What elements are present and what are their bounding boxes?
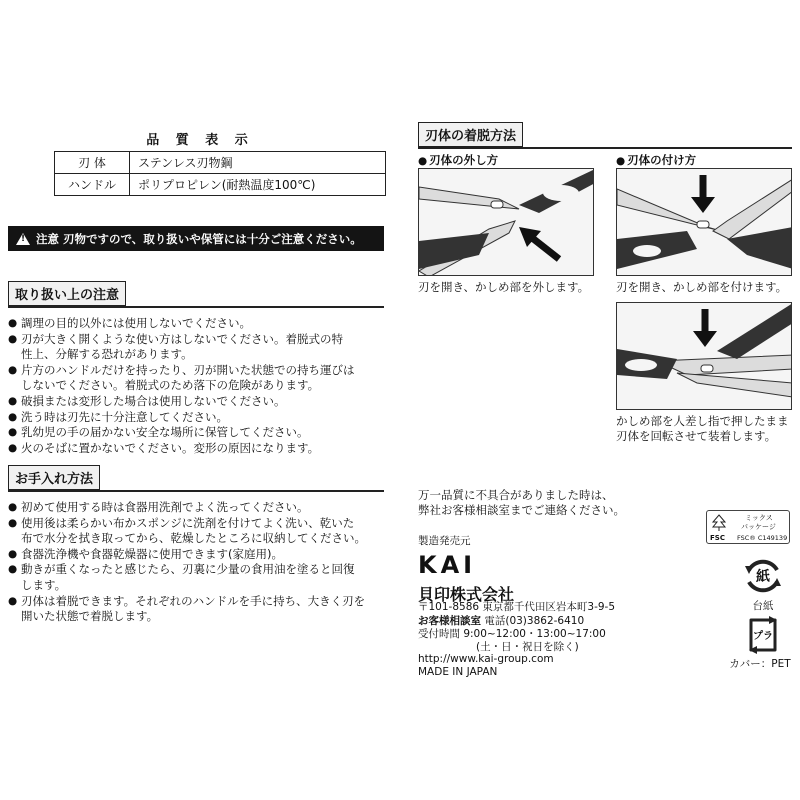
scissors-icon (617, 303, 792, 410)
care-section (8, 465, 384, 625)
rotate-illustration (616, 302, 792, 410)
support-label: お客様相談室 (418, 615, 481, 627)
fsc-code: FSC® C149139 (737, 534, 788, 542)
quality-value: ステンレス刃物鋼 (130, 152, 386, 174)
list-item: ● 火のそばに置かないでください。変形の原因になります。 (8, 441, 384, 457)
list-item: ● 洗う時は刃先に十分注意してください。 (8, 410, 384, 426)
list-item: ● 破損または変形した場合は使用しないでください。 (8, 394, 384, 410)
fsc-tree-icon (710, 514, 728, 532)
kai-logo: KAI (418, 551, 477, 579)
company-address: 〒101-8586 東京都千代田区岩本町3-9-5 (418, 601, 616, 613)
quality-table (54, 151, 386, 196)
paper-mark: 紙 (756, 569, 770, 585)
list-item: ● 動きが重くなったと感じたら、刃裏に少量の食用油を塗ると回復 します。 (8, 562, 384, 593)
list-item: ● 食器洗浄機や食器乾燥器に使用できます(家庭用)。 (8, 547, 384, 563)
care-list (8, 500, 384, 625)
handling-title: 取り扱い上の注意 (8, 281, 126, 306)
handling-section (8, 281, 384, 456)
remove-illustration (418, 168, 594, 276)
list-item: ● 片方のハンドルだけを持ったり、刃が開いた状態での持ち運びは しないでください。着脱式のため落下の危険があります。 (8, 363, 384, 394)
section-divider (8, 306, 384, 308)
list-item: ● 初めて使用する時は食器用洗剤でよく洗ってください。 (8, 500, 384, 516)
handling-list (8, 316, 384, 456)
support-line (418, 614, 584, 628)
warning-text: 注意 刃物ですので、取り扱いや保管には十分ご注意ください。 (36, 231, 362, 246)
defect-notice: 万一品質に不具合がありました時は、 弊社お客様相談室までご連絡ください。 (418, 488, 625, 517)
list-item: ● 使用後は柔らかい布かスポンジに洗剤を付けてよく洗い、乾いた 布で水分を拭き取ってから、乾燥したところに収納してください。 (8, 516, 384, 547)
attach-caption: 刃を開き、かしめ部を付けます。 (616, 280, 788, 294)
list-item: ● 調理の目的以外には使用しないでください。 (8, 316, 384, 332)
remove-title: ● 刃体の外し方 (418, 152, 498, 168)
warning-bar (8, 226, 384, 251)
paper-recycle-icon (743, 556, 783, 596)
list-item: ● 刃が大きく開くような使い方はしないでください。着脱式の特 性上、分解する恐れがあります。 (8, 332, 384, 363)
section-divider (8, 490, 384, 492)
table-row (55, 174, 386, 196)
remove-caption: 刃を開き、かしめ部を外します。 (418, 280, 590, 294)
care-title: お手入れ方法 (8, 465, 100, 490)
attach-illustration (616, 168, 792, 276)
section-divider (418, 147, 792, 149)
table-row (55, 152, 386, 174)
support-hours: 受付時間 9:00~12:00・13:00~17:00 (418, 628, 606, 640)
attach-title: ● 刃体の付け方 (616, 152, 696, 168)
scissors-icon (617, 169, 792, 276)
support-phone: 電話(03)3862-6410 (484, 615, 585, 627)
list-item: ● 刃体は着脱できます。それぞれのハンドルを手に持ち、大きく刃を 開いた状態で着脱します。 (8, 594, 384, 625)
plastic-mark: プラ (753, 631, 773, 642)
quality-title: 品 質 表 示 (146, 133, 254, 148)
rotate-caption: かしめ部を人差し指で押したまま 刃体を回転させて装着します。 (616, 414, 789, 443)
plastic-recycle-icon (743, 616, 783, 654)
fsc-package: パッケージ (741, 523, 776, 531)
support-closed: (土・日・祝日を除く) (476, 641, 579, 653)
scissors-icon (419, 169, 594, 276)
blade-title: 刃体の着脱方法 (418, 122, 523, 147)
quality-key: ハンドル (55, 174, 130, 196)
fsc-mix: ミックス (745, 514, 773, 522)
warning-icon (16, 233, 30, 245)
maker-label: 製造発売元 (418, 535, 471, 547)
plastic-label: カバー：PET (729, 658, 791, 670)
quality-value: ポリプロピレン(耐熱温度100℃) (130, 174, 386, 196)
quality-key: 刃 体 (55, 152, 130, 174)
company-name: 貝印株式会社 (418, 585, 515, 604)
fsc-brand: FSC (710, 534, 725, 542)
list-item: ● 乳幼児の手の届かない安全な場所に保管してください。 (8, 425, 384, 441)
paper-label: 台紙 (752, 600, 774, 612)
website-url: http://www.kai-group.com (418, 653, 554, 665)
blade-section (418, 122, 792, 149)
fsc-label (706, 510, 790, 544)
made-in-label: MADE IN JAPAN (418, 666, 498, 678)
